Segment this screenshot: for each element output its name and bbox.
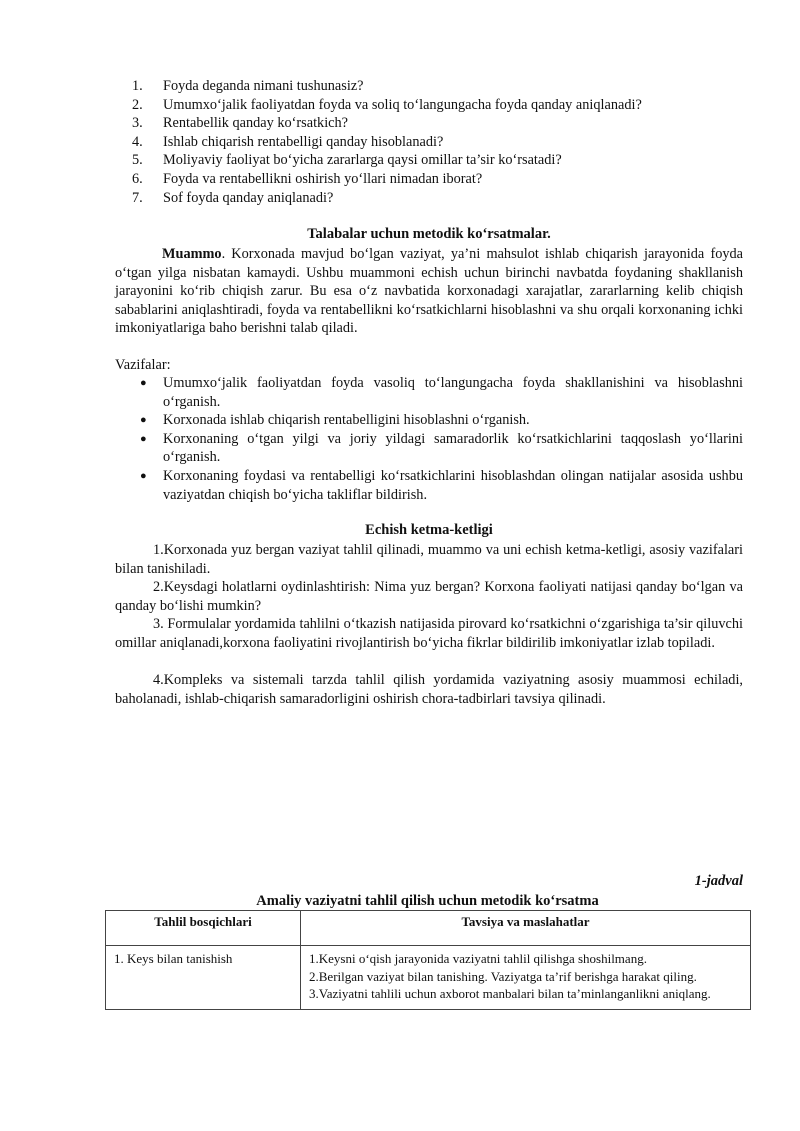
question-text: Sof foyda qanday aniqlanadi?	[163, 189, 334, 206]
section-heading-solution-steps: Echish ketma-ketligi	[365, 522, 493, 538]
task-item: ● Korxonaning foydasi va rentabelligi ko‘rsatkichlarini hisoblashdan olingan natijalar asosida ushbu vaziyatdan chiqish bo‘yicha takliflar bildirish.	[140, 467, 743, 503]
table-header-cell: Tahlil bosqichlari	[106, 911, 301, 946]
question-item: 3. Rentabellik qanday ko‘rsatkich?	[132, 115, 349, 132]
questions-list	[132, 77, 752, 207]
bullet-icon: ●	[140, 414, 147, 427]
bullet-icon: ●	[140, 377, 147, 389]
question-item: 7. Sof foyda qanday aniqlanadi?	[132, 189, 334, 206]
question-item: 2. Umumxo‘jalik faoliyatdan foyda va soliq to‘langungacha foyda qanday aniqlanadi?	[132, 96, 642, 113]
table-label: 1-jadval	[694, 873, 743, 889]
question-text: Foyda va rentabellikni oshirish yo‘llari nimadan iborat?	[163, 170, 483, 187]
table-header-cell: Tavsiya va maslahatlar	[301, 911, 751, 946]
bullet-icon: ●	[140, 469, 147, 482]
question-text: Rentabellik qanday ko‘rsatkich?	[163, 115, 349, 132]
solution-step: 1.Korxonada yuz bergan vaziyat tahlil qilinadi, muammo va uni echish ketma-ketligi, asosiy vazifalari bilan tanishiladi.	[115, 542, 743, 577]
advice-line: 1.Keysni o‘qish jarayonida vaziyatni tahlil qilishga shoshilmang.	[309, 951, 647, 966]
solution-step: 3. Formulalar yordamida tahlilni o‘tkazish natijasida pirovard ko‘rsatkichni o‘zgarishiga ta’sir qiluvchi omillar aniqlanadi,korxona faoliyatini rivojlantirish bo‘yicha fikrlar bildirilib imkoniyatlar izlab topiladi.	[115, 616, 743, 651]
question-text: Moliyaviy faoliyat bo‘yicha zararlarga qaysi omillar ta’sir ko‘rsatadi?	[163, 152, 562, 169]
bullet-icon: ●	[140, 432, 147, 445]
solution-step: 4.Kompleks va sistemali tarzda tahlil qilish yordamida vaziyatning asosiy muammosi echiladi, baholanadi, ishlab-chiqarish samaradorligini oshirish chora-tadbirlari tavsiya qilinadi.	[115, 672, 743, 707]
question-item: 1. Foyda deganda nimani tushunasiz?	[132, 78, 364, 94]
tasks-list	[140, 374, 743, 504]
advice-line: 2.Berilgan vaziyat bilan tanishing. Vaziyatga ta’rif berishga harakat qiling.	[309, 968, 697, 984]
question-text: Ishlab chiqarish rentabelligi qanday hisoblanadi?	[163, 133, 444, 150]
task-item: ● Korxonada ishlab chiqarish rentabelligini hisoblashni o‘rganish.	[140, 412, 530, 429]
table-cell-advice	[301, 946, 751, 1010]
guidance-table	[105, 910, 751, 1010]
question-item: 6. Foyda va rentabellikni oshirish yo‘llari nimadan iborat?	[132, 170, 483, 187]
problem-paragraph	[115, 245, 743, 338]
task-item: ● Umumxo‘jalik faoliyatdan foyda vasoliq to‘langungacha foyda shakllanishini va hisoblashni o‘rganish.	[140, 375, 743, 410]
table-cell-stage: 1. Keys bilan tanishish	[106, 946, 301, 1010]
solution-step: 2.Keysdagi holatlarni oydinlashtirish: Nima yuz bergan? Korxona faoliyati natijasi qanday bo‘lgan va qanday bo‘lishi mumkin?	[115, 579, 743, 614]
table-title: Amaliy vaziyatni tahlil qilish uchun metodik ko‘rsatma	[256, 893, 599, 909]
question-text: Foyda deganda nimani tushunasiz?	[163, 78, 364, 94]
section-heading-guidelines: Talabalar uchun metodik ko‘rsatmalar.	[307, 226, 551, 242]
table-row	[106, 946, 751, 1010]
advice-line: 3.Vaziyatni tahlili uchun axborot manbalari bilan ta’minlanganlikni aniqlang.	[309, 986, 711, 1001]
question-text: Umumxo‘jalik faoliyatdan foyda va soliq to‘langungacha foyda qanday aniqlanadi?	[163, 96, 642, 113]
task-item: ● Korxonaning o‘tgan yilgi va joriy yildagi samaradorlik ko‘rsatkichlarini taqqoslash yo‘llarini o‘rganish.	[140, 430, 743, 466]
problem-label: Muammo	[162, 246, 222, 262]
problem-text: . Korxonada mavjud bo‘lgan vaziyat, ya’ni mahsulot ishlab chiqarish jarayonida foyda o‘tgan yilga nisbatan kamaydi. Ushbu muammoni echish uchun birinchi navbatda foydaning shakllanish jarayonini ko‘rib chiqish zarur. Bu esa o‘z navbatida korxonadagi xarajatlar, zararlarning kelib chiqish sabablarini aniqlashtiradi, foyda va rentabellikni ko‘rsatkichlarni hisoblashni va shu orqali korxonaning ichki imkoniyatlariga baho berishni talab qiladi.	[115, 246, 743, 337]
question-item: 4. Ishlab chiqarish rentabelligi qanday hisoblanadi?	[132, 133, 444, 150]
tasks-label: Vazifalar:	[115, 357, 171, 373]
question-item: 5. Moliyaviy faoliyat bo‘yicha zararlarga qaysi omillar ta’sir ko‘rsatadi?	[132, 152, 562, 169]
table-header-row	[106, 911, 751, 946]
